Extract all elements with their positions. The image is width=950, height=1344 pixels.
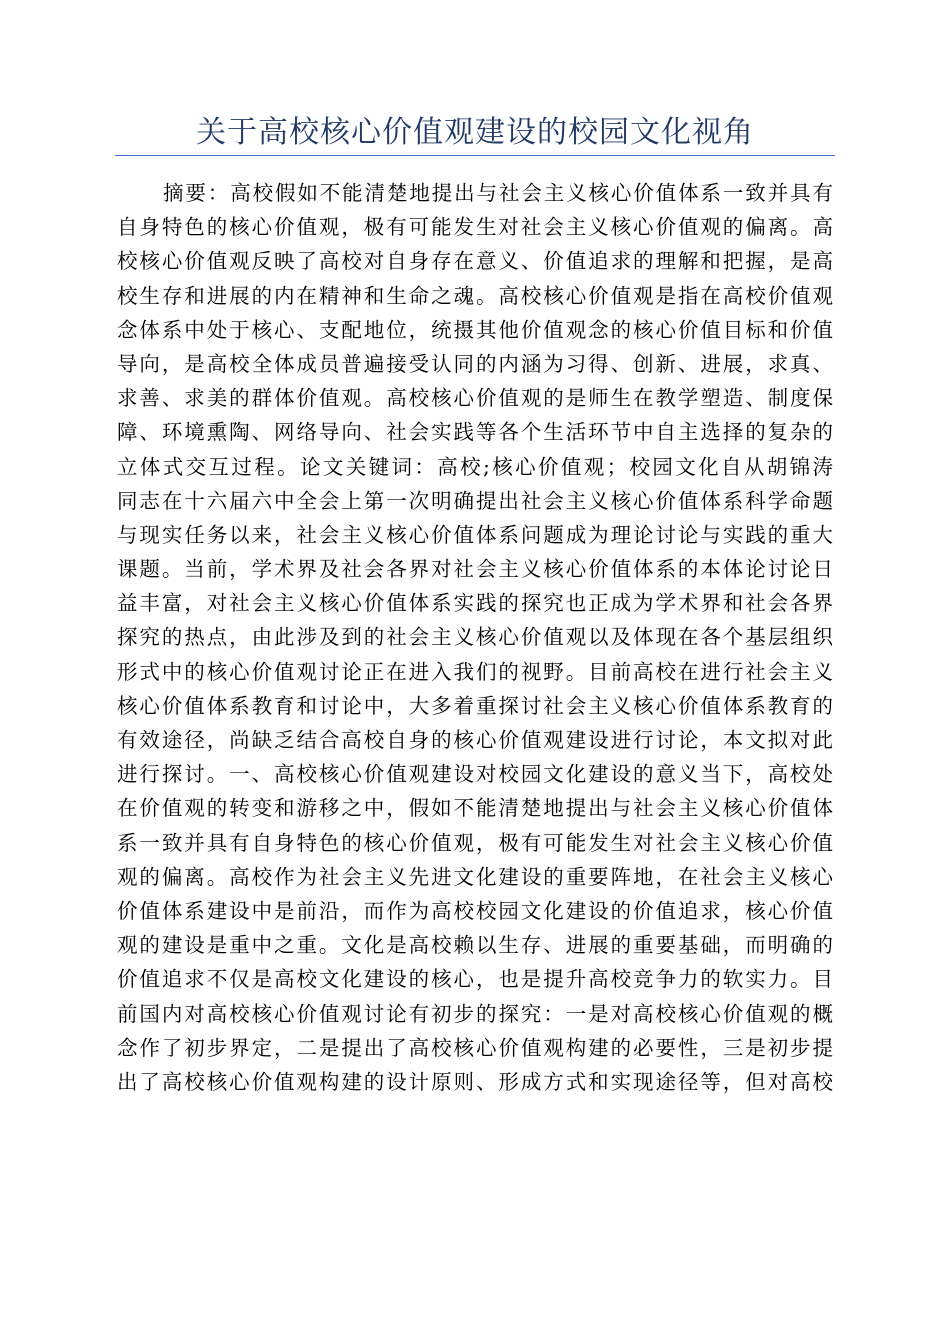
title-underline xyxy=(115,155,835,156)
text-line: 出了高校核心价值观构建的设计原则、形成方式和实现途径等，但对高校 xyxy=(117,1069,833,1094)
text-line: 课题。当前，学术界及社会各界对社会主义核心价值体系的本体论讨论日 xyxy=(117,557,833,582)
text-line: 自身特色的核心价值观，极有可能发生对社会主义核心价值观的偏离。高 xyxy=(117,215,833,240)
text-line: 价值追求不仅是高校文化建设的核心，也是提升高校竞争力的软实力。目 xyxy=(117,967,833,992)
text-line: 摘要：高校假如不能清楚地提出与社会主义核心价值体系一致并具有 xyxy=(163,181,833,205)
document-title: 关于高校核心价值观建设的校园文化视角 xyxy=(196,115,754,150)
text-line: 同志在十六届六中全会上第一次明确提出社会主义核心价值体系科学命题 xyxy=(117,488,833,513)
text-line: 导向，是高校全体成员普遍接受认同的内涵为习得、创新、进展，求真、 xyxy=(117,351,833,376)
text-line: 有效途径，尚缺乏结合高校自身的核心价值观建设进行讨论，本文拟对此 xyxy=(117,728,833,752)
text-line: 观的建设是重中之重。文化是高校赖以生存、进展的重要基础，而明确的 xyxy=(117,933,833,958)
text-line: 核心价值体系教育和讨论中，大多着重探讨社会主义核心价值体系教育的 xyxy=(117,693,833,718)
text-line: 求善、求美的群体价值观。高校核心价值观的是师生在教学塑造、制度保 xyxy=(117,386,833,411)
text-line: 形式中的核心价值观讨论正在进入我们的视野。目前高校在进行社会主义 xyxy=(117,659,833,684)
text-line: 立体式交互过程。论文关键词：高校;核心价值观；校园文化自从胡锦涛 xyxy=(117,454,833,479)
text-line: 念体系中处于核心、支配地位，统摄其他价值观念的核心价值目标和价值 xyxy=(117,317,833,342)
text-line: 障、环境熏陶、网络导向、社会实践等各个生活环节中自主选择的复杂的 xyxy=(117,420,833,445)
body-paragraph xyxy=(117,176,833,1099)
text-line: 校核心价值观反映了高校对自身存在意义、价值追求的理解和把握，是高 xyxy=(117,249,833,274)
text-line: 在价值观的转变和游移之中，假如不能清楚地提出与社会主义核心价值体 xyxy=(117,796,833,821)
text-line: 价值体系建设中是前沿，而作为高校校园文化建设的价值追求，核心价值 xyxy=(117,898,833,923)
text-line: 前国内对高校核心价值观讨论有初步的探究：一是对高校核心价值观的概 xyxy=(117,1001,833,1026)
text-line: 探究的热点，由此涉及到的社会主义核心价值观以及体现在各个基层组织 xyxy=(117,625,833,650)
text-line: 校生存和进展的内在精神和生命之魂。高校核心价值观是指在高校价值观 xyxy=(117,283,833,308)
text-line: 进行探讨。一、高校核心价值观建设对校园文化建设的意义当下，高校处 xyxy=(117,762,833,787)
text-line: 益丰富，对社会主义核心价值体系实践的探究也正成为学术界和社会各界 xyxy=(117,591,833,616)
text-line: 观的偏离。高校作为社会主义先进文化建设的重要阵地，在社会主义核心 xyxy=(117,864,833,889)
text-line: 与现实任务以来，社会主义核心价值体系问题成为理论讨论与实践的重大 xyxy=(117,522,833,547)
text-line: 念作了初步界定，二是提出了高校核心价值观构建的必要性，三是初步提 xyxy=(117,1035,833,1060)
text-line: 系一致并具有自身特色的核心价值观，极有可能发生对社会主义核心价值 xyxy=(117,830,833,855)
